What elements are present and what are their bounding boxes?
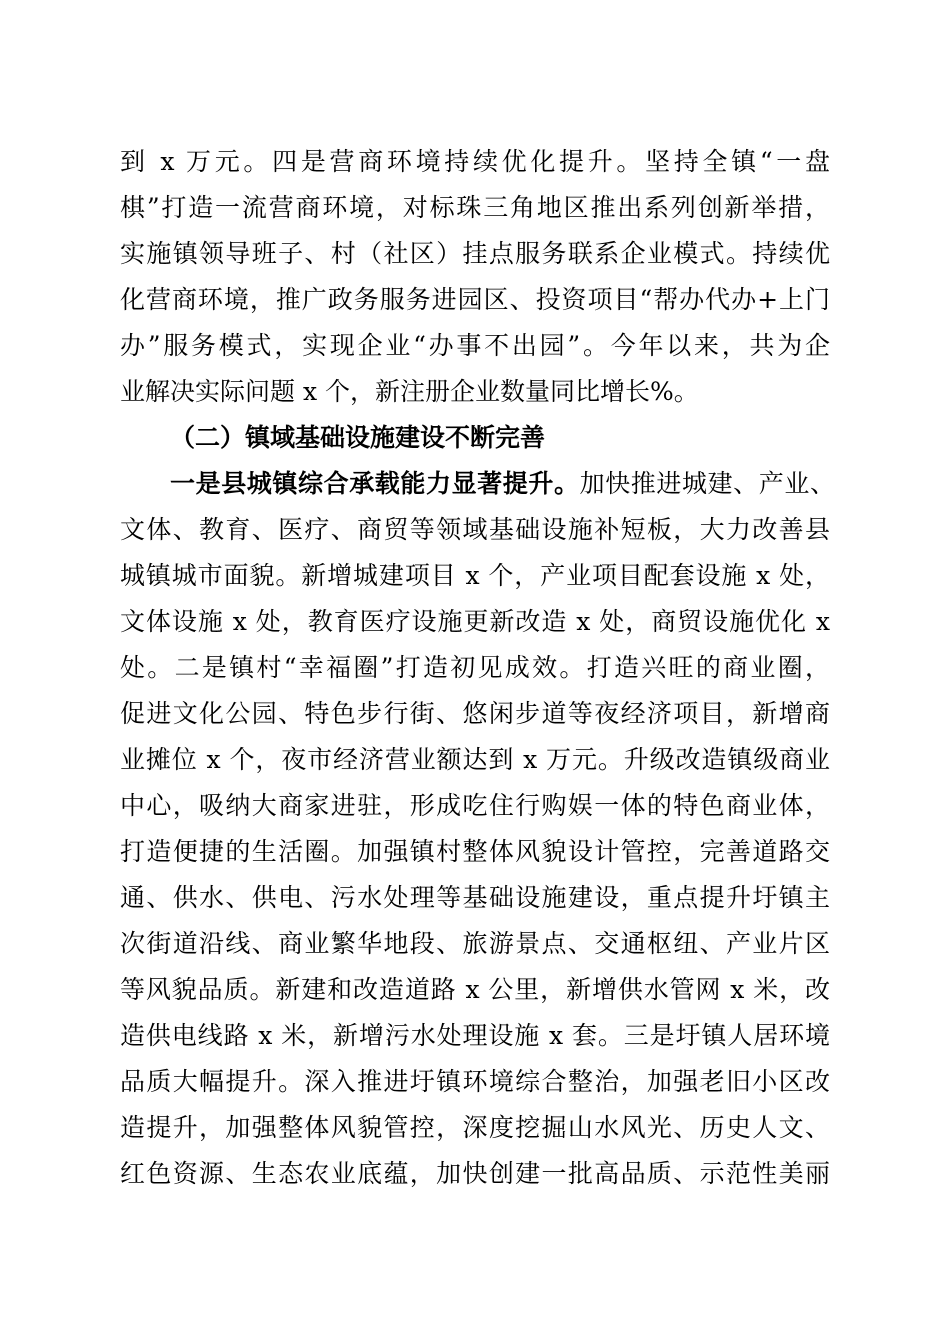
text-line: 处。二是镇村“幸福圈”打造初见成效。打造兴旺的商业圈， [120,653,830,682]
text-line: 品质大幅提升。深入推进圩镇环境综合整治，加强老旧小区改 [120,1067,830,1096]
text-line: 打造便捷的生活圈。加强镇村整体风貌设计管控，完善道路交 [120,837,830,866]
text-line: 等风貌品质。新建和改造道路 x 公里，新增供水管网 x 米，改 [120,975,830,1004]
paragraph-first-line [170,464,835,504]
text-line: 中心，吸纳大商家进驻，形成吃住行购娱一体的特色商业体， [120,791,830,820]
text-line: 促进文化公园、特色步行街、悠闲步道等夜经济项目，新增商 [120,699,830,728]
section-heading: （二）镇域基础设施建设不断完善 [170,423,546,452]
text-line: 城镇城市面貌。新增城建项目 x 个，产业项目配套设施 x 处， [120,561,830,590]
text-line: 造提升，加强整体风貌管控，深度挖掘山水风光、历史人文、 [120,1113,830,1142]
lead-phrase: 一是县城镇综合承载能力显著提升。 [170,469,580,498]
text-line: 业解决实际问题 x 个，新注册企业数量同比增长%。 [120,377,699,406]
text-line: 通、供水、供电、污水处理等基础设施建设，重点提升圩镇主 [120,883,830,912]
text-line: 化营商环境，推广政务服务进园区、投资项目“帮办代办+上门 [120,285,830,314]
text-line: 文体设施 x 处，教育医疗设施更新改造 x 处，商贸设施优化 x [120,607,830,636]
text-line: 实施镇领导班子、村（社区）挂点服务联系企业模式。持续优 [120,239,830,268]
text-line: 办”服务模式，实现企业“办事不出园”。今年以来，共为企 [120,331,830,360]
text-line: 造供电线路 x 米，新增污水处理设施 x 套。三是圩镇人居环境 [120,1021,830,1050]
text-line: 棋”打造一流营商环境，对标珠三角地区推出系列创新举措， [120,193,830,222]
text-line: 文体、教育、医疗、商贸等领域基础设施补短板，大力改善县 [120,515,830,544]
text-line: 次街道沿线、商业繁华地段、旅游景点、交通枢纽、产业片区 [120,929,830,958]
lead-rest: 加快推进城建、产业、 [579,469,835,498]
text-line: 业摊位 x 个，夜市经济营业额达到 x 万元。升级改造镇级商业 [120,745,830,774]
text-line: 红色资源、生态农业底蕴，加快创建一批高品质、示范性美丽 [120,1159,830,1188]
text-line: 到 x 万元。四是营商环境持续优化提升。坚持全镇“一盘 [120,147,830,176]
